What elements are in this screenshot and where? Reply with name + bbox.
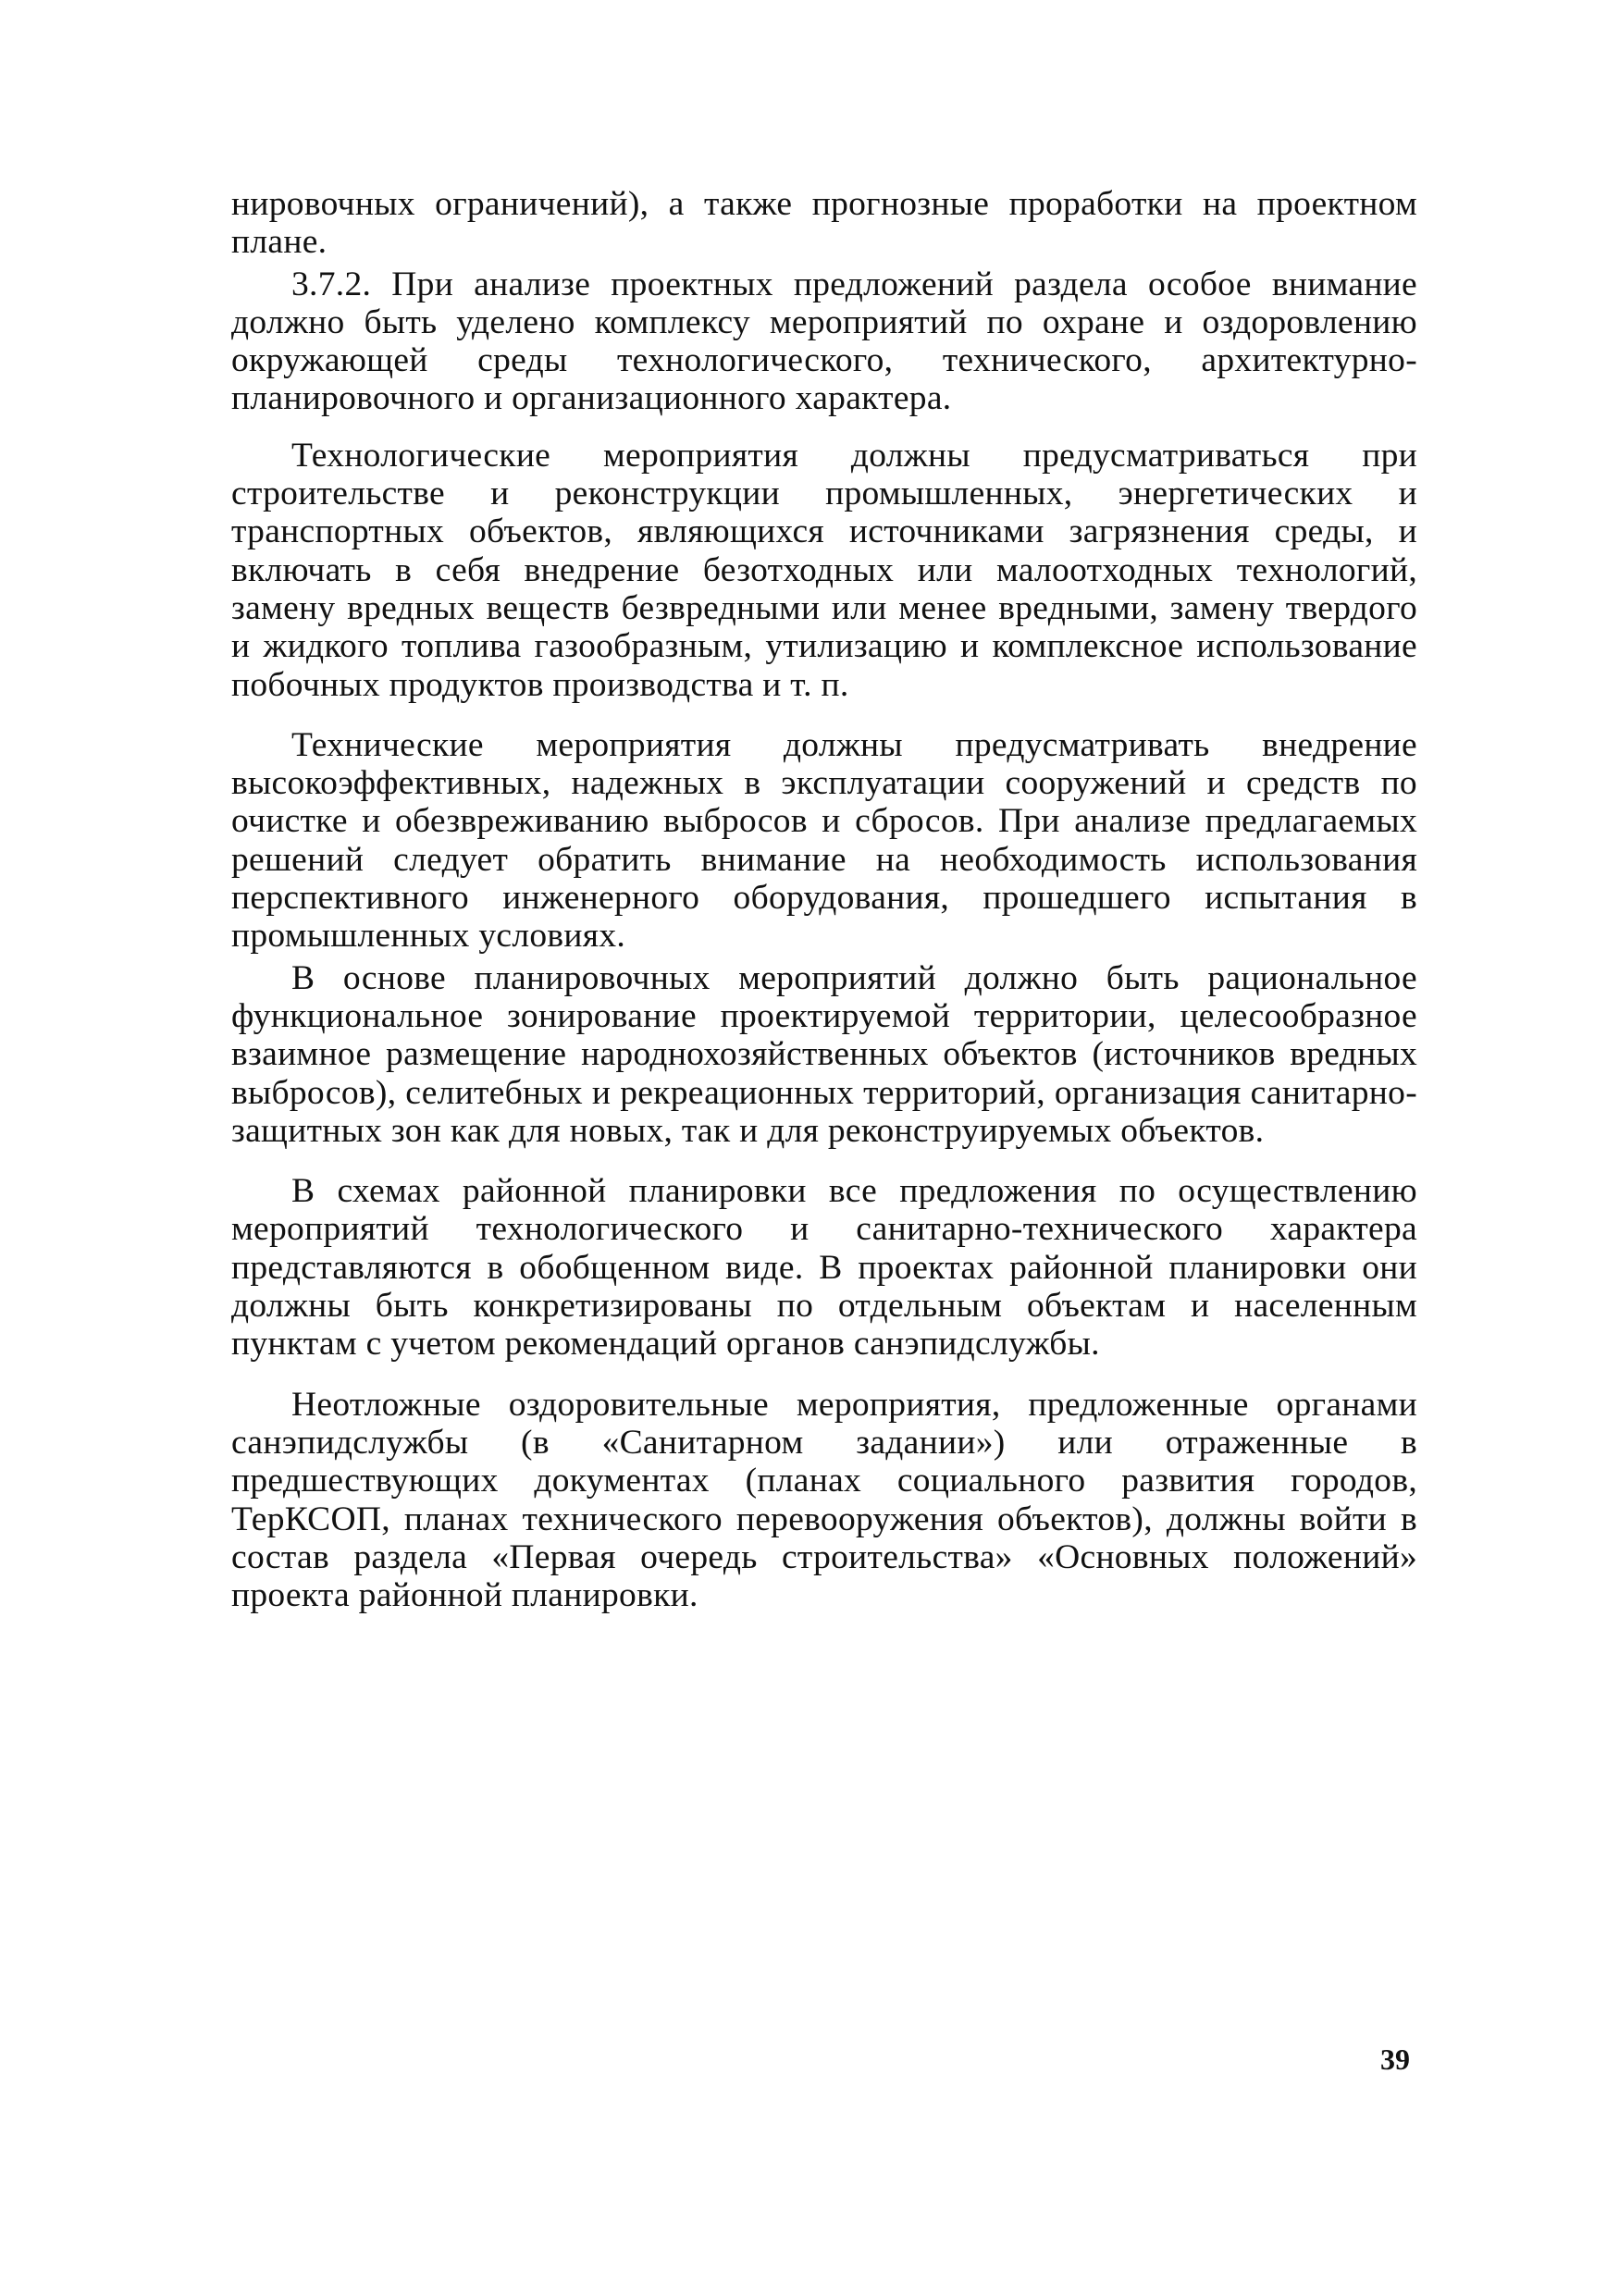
paragraph-planning-measures: В основе планировочных мероприятий должно быть рациональное функциональное зонирование проектируемой территории, целесообразное взаимное размещение народнохозяйственных объектов (источников вредных выбросов), селитебных и рекреационных территорий, организация санитарно-защитных зон как для новых, так и для реконструируемых объектов. [231,958,1417,1150]
paragraph-section-3-7-2: 3.7.2. При анализе проектных предложений раздела особое внимание должно быть уделено комплексу мероприятий по охране и оздоровлению окружающей среды технологического, технического, архитектурно-планировочного и организационного характера. [231,265,1417,418]
paragraph-urgent-measures: Неотложные оздоровительные мероприятия, предложенные органами санэпидслужбы (в «Санитарном задании») или отраженные в предшествующих документах (планах социального развития городов, ТерКСОП, планах технического перевооружения объектов), должны войти в состав раздела «Первая очередь строительства» «Основных положений» проекта районной планировки. [231,1385,1417,1615]
body-text [231,185,1417,1614]
paragraph-continuation: нировочных ограничений), а также прогнозные проработки на проектном плане. [231,185,1417,262]
paragraph-technological-measures: Технологические мероприятия должны предусматриваться при строительстве и реконструкции промышленных, энергетических и транспортных объектов, являющихся источниками загрязнения среды, и включать в себя внедрение безотходных или малоотходных технологий, замену вредных веществ безвредными или менее вредными, замену твердого и жидкого топлива газообразным, утилизацию и комплексное использование побочных продуктов производства и т. п. [231,436,1417,704]
paragraph-regional-schemes: В схемах районной планировки все предложения по осуществлению мероприятий технологического и санитарно-технического характера представляются в обобщенном виде. В проектах районной планировки они должны быть конкретизированы по отдельным объектам и населенным пунктам с учетом рекомендаций органов санэпидслужбы. [231,1172,1417,1364]
page-number: 39 [1380,2043,1410,2076]
paragraph-technical-measures: Технические мероприятия должны предусматривать внедрение высокоэффективных, надежных в эксплуатации сооружений и средств по очистке и обезвреживанию выбросов и сбросов. При анализе предлагаемых решений следует обратить внимание на необходимость использования перспективного инженерного оборудования, прошедшего испытания в промышленных условиях. [231,725,1417,956]
